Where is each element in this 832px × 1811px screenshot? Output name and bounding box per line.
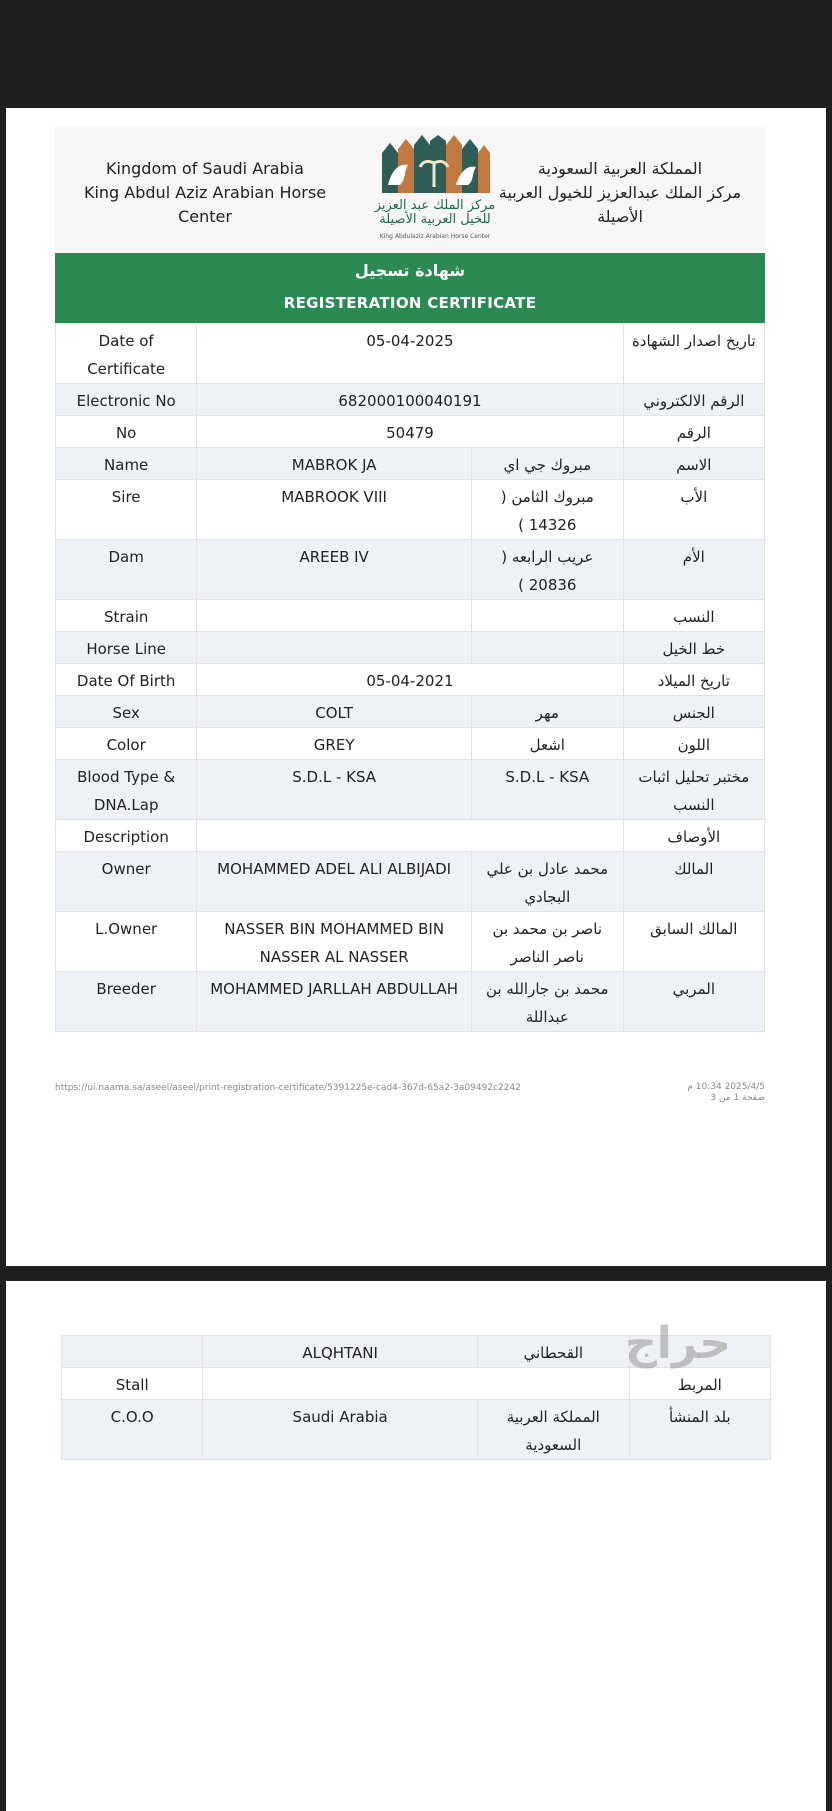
certificate-header [55, 127, 765, 253]
field-label-ar: الأب [623, 480, 764, 540]
field-value-ar [471, 632, 623, 664]
field-value: 682000100040191 [197, 384, 623, 416]
field-label-ar: الجنس [623, 696, 764, 728]
print-footer [680, 1082, 765, 1104]
field-value-en: MOHAMMED ADEL ALI ALBIJADI [197, 852, 472, 912]
field-value [203, 1368, 629, 1400]
page-number: صفحة 1 من 3 [710, 1093, 765, 1103]
field-value-en: COLT [197, 696, 472, 728]
field-label-ar: اللون [623, 728, 764, 760]
table-row [56, 696, 765, 728]
field-label-ar: الرقم الالكتروني [623, 384, 764, 416]
field-label-en: Breeder [56, 972, 197, 1032]
logo-arabic-line1: مركز الملك عبد العزيز [374, 198, 496, 213]
field-value-ar: عريب الرابعه ( 20836 ) [471, 540, 623, 600]
field-label-en [62, 1336, 203, 1368]
field-label-en: Stall [62, 1368, 203, 1400]
field-label-ar: بلد المنشأ [629, 1400, 770, 1460]
field-label-ar: مختبر تحليل اثبات النسب [623, 760, 764, 820]
field-label-en: Dam [56, 540, 197, 600]
field-value-ar: المملكة العربية السعودية [477, 1400, 629, 1460]
field-label-en: Strain [56, 600, 197, 632]
field-label-en: Owner [56, 852, 197, 912]
field-value-en: Saudi Arabia [203, 1400, 478, 1460]
horse-emblem-icon [370, 135, 500, 197]
table-row [56, 852, 765, 912]
haraj-watermark: حراج [625, 1318, 731, 1369]
table-row [56, 820, 765, 852]
field-label-en: Date Of Birth [56, 664, 197, 696]
table-row [56, 728, 765, 760]
field-label-en: Electronic No [56, 384, 197, 416]
title-english: REGISTERATION CERTIFICATE [283, 294, 537, 312]
field-value-en: ALQHTANI [203, 1336, 478, 1368]
table-row [56, 600, 765, 632]
field-label-ar: الاسم [623, 448, 764, 480]
header-ar-line1: المملكة العربية السعودية [537, 159, 703, 178]
field-value [197, 820, 623, 852]
field-label-en: Description [56, 820, 197, 852]
field-label-en: L.Owner [56, 912, 197, 972]
logo-english: King Abdulaziz Arabian Horse Center [379, 233, 491, 240]
table-row [56, 480, 765, 540]
field-value-ar: محمد بن جارالله بن عبداللة [471, 972, 623, 1032]
field-value-ar: ناصر بن محمد بن ناصر الناصر [471, 912, 623, 972]
field-value-en: MABROK JA [197, 448, 472, 480]
field-label-en: Color [56, 728, 197, 760]
field-label-en: Horse Line [56, 632, 197, 664]
header-en-line1: Kingdom of Saudi Arabia [106, 159, 304, 178]
table-row [56, 448, 765, 480]
field-value-en: NASSER BIN MOHAMMED BIN NASSER AL NASSER [197, 912, 472, 972]
table-row [56, 912, 765, 972]
field-label-en: Name [56, 448, 197, 480]
field-value-en: MABROOK VIII [197, 480, 472, 540]
field-value-en: S.D.L - KSA [197, 760, 472, 820]
print-url: https://ui.naama.sa/aseel/aseel/print-registration-certificate/5391225e-cad4-367d-65a2-3a09492c2242 [55, 1083, 521, 1093]
certificate-title-banner [55, 253, 765, 323]
field-label-ar: تاريخ اصدار الشهادة [623, 324, 764, 384]
field-label-ar: الأوصاف [623, 820, 764, 852]
field-label-ar: المربي [623, 972, 764, 1032]
field-label-ar: المالك [623, 852, 764, 912]
header-arabic [485, 157, 755, 229]
field-label-ar: الرقم [623, 416, 764, 448]
field-value: 50479 [197, 416, 623, 448]
field-label-ar: النسب [623, 600, 764, 632]
header-english [55, 157, 355, 229]
certificate-table [55, 323, 765, 1024]
field-value-ar: اشعل [471, 728, 623, 760]
field-label-ar: تاريخ الميلاد [623, 664, 764, 696]
title-arabic: شهادة تسجيل [354, 261, 466, 280]
field-value-ar: S.D.L - KSA [471, 760, 623, 820]
field-label-en: No [56, 416, 197, 448]
table-row [56, 760, 765, 820]
field-label-ar: الأم [623, 540, 764, 600]
table-row [56, 632, 765, 664]
field-label-en: C.O.O [62, 1400, 203, 1460]
table-row [56, 324, 765, 384]
print-datetime: 2025/4/5 10:34 م [687, 1082, 765, 1092]
field-label-en: Sire [56, 480, 197, 540]
table-row [62, 1400, 771, 1460]
field-label-en: Sex [56, 696, 197, 728]
field-value-ar: محمد عادل بن علي البجادي [471, 852, 623, 912]
field-value-en [197, 632, 472, 664]
field-value: 05-04-2021 [197, 664, 623, 696]
field-value-ar: مبروك جي اي [471, 448, 623, 480]
table-row [56, 540, 765, 600]
field-label-ar: خط الخيل [623, 632, 764, 664]
header-en-line2: King Abdul Aziz Arabian Horse Center [83, 183, 327, 226]
field-value-en: AREEB IV [197, 540, 472, 600]
field-value: 05-04-2025 [197, 324, 623, 384]
field-value-en: GREY [197, 728, 472, 760]
table-row [62, 1368, 771, 1400]
field-value-ar: مبروك الثامن ( 14326 ) [471, 480, 623, 540]
field-label-en: Blood Type & DNA.Lap [56, 760, 197, 820]
header-ar-line2: مركز الملك عبدالعزيز للخيول العربية الأصيلة [498, 183, 742, 226]
field-label-ar: المالك السابق [623, 912, 764, 972]
table-row [56, 972, 765, 1032]
field-value-ar: القحطاني [477, 1336, 629, 1368]
table-row [56, 416, 765, 448]
field-value-ar [471, 600, 623, 632]
field-label-en: Date of Certificate [56, 324, 197, 384]
field-value-ar: مهر [471, 696, 623, 728]
field-value-en: MOHAMMED JARLLAH ABDULLAH [197, 972, 472, 1032]
center-logo [370, 135, 500, 247]
logo-arabic-line2: للخيل العربية الأصيلة [379, 212, 491, 227]
field-value-en [197, 600, 472, 632]
table-row [56, 664, 765, 696]
table-row [56, 384, 765, 416]
field-label-ar: المربط [629, 1368, 770, 1400]
